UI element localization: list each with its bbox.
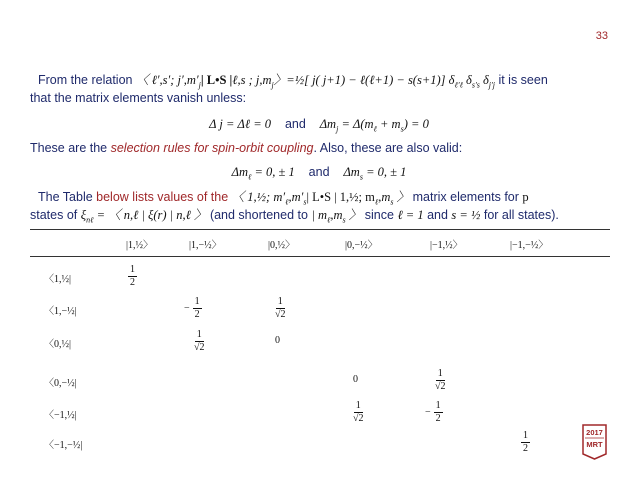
relation-ket: ℓ,s ; $j,m_j$ xyxy=(232,73,274,90)
relation-prefix: From the relation xyxy=(38,73,133,87)
table-cell-zero: 0 xyxy=(353,374,358,385)
table-column-header: |−1,−½〉 xyxy=(510,240,549,251)
table-row-label: 〈0,½| xyxy=(44,339,72,350)
rule1-left: Δ j = Δℓ = 0 xyxy=(209,117,272,131)
rule1-and: and xyxy=(284,117,306,131)
paragraph-selection: These are the selection rules for spin-orbit coupling. Also, these are also valid: xyxy=(30,141,463,155)
rule2-and: and xyxy=(308,165,330,179)
rule1-right: $\Delta m_j = \Delta(m_\ell + m_s) = 0$ xyxy=(319,117,429,134)
table-row-label: 〈1,½| xyxy=(44,274,72,285)
paragraph-table-intro: The Table below lists values of the 〈 1,½; $m'_\ell,m'_s|$ L•S | 1,½; $m_\ell,m_s$ 〉 matrix elements for p xyxy=(38,190,529,207)
table-row-label: 〈−1,½| xyxy=(44,410,77,421)
relation-suffix: it is seen xyxy=(498,73,548,87)
table-column-header: |1,−½〉 xyxy=(189,240,222,251)
table-column-header: |1,½〉 xyxy=(126,240,154,251)
paragraph-table-intro-line2: states of $\xi_{n\ell}$ = 〈 n,ℓ | ξ(r) | n,ℓ 〉 (and shortened to | $m_\ell,m_s$ 〉 since ℓ = 1 and s = ½ for all states). xyxy=(30,208,559,225)
table-cell-fraction: − $\frac{1}{2}$ xyxy=(184,296,200,320)
table-matrix-element: 〈 1,½; $m'_\ell,m'_s|$ L•S | 1,½; $m_\ell,m_s$ 〉 xyxy=(231,190,410,207)
table-cell-fraction: $\frac{1}{2}$ xyxy=(130,264,135,288)
table-cell-fraction: $\frac{1}{√2}$ xyxy=(275,296,286,320)
logo-text: MRT xyxy=(586,440,603,449)
mrt-logo xyxy=(582,424,607,460)
rule2-left: $\Delta m_\ell = 0$, ± 1 xyxy=(231,165,295,182)
logo-year: 2017 xyxy=(586,428,603,437)
table-link-text: below lists values of the xyxy=(96,190,229,204)
table-row-label: 〈−1,−½| xyxy=(44,440,83,451)
ls-operator: | L•S | xyxy=(200,73,233,87)
table-cell-fraction: $\frac{1}{2}$ xyxy=(523,430,528,454)
table-cell-fraction: $\frac{1}{√2}$ xyxy=(435,368,446,392)
selection-rule-1 xyxy=(0,116,638,138)
rule2-right: $\Delta m_s = 0$, ± 1 xyxy=(343,165,407,182)
xi-symbol: $\xi_{n\ell}$ = 〈 n,ℓ | ξ(r) | n,ℓ 〉 xyxy=(80,208,207,225)
table-row-label: 〈0,−½| xyxy=(44,378,77,389)
table-cell-fraction: $\frac{1}{√2}$ xyxy=(353,400,364,424)
table-cell-fraction: − $\frac{1}{2}$ xyxy=(425,400,441,424)
table-column-header: |−1,½〉 xyxy=(430,240,463,251)
paragraph-relation-line2: that the matrix elements vanish unless: xyxy=(30,91,247,105)
table-cell-fraction: $\frac{1}{√2}$ xyxy=(194,329,205,353)
table-column-header: |0,−½〉 xyxy=(345,240,378,251)
relation-bra: 〈 ℓ′,s′; $j',m'_j$ xyxy=(135,73,201,90)
table-column-header: |0,½〉 xyxy=(268,240,296,251)
table-header-rule xyxy=(30,256,610,257)
relation-rhs: 〉=½[ j( j+1) − ℓ(ℓ+1) − s(s+1)] $\delta_{\ell'\ell}$ $\delta_{s's}$ $\delta_{j'j}$ xyxy=(273,73,495,90)
table-row-label: 〈1,−½| xyxy=(44,306,77,317)
selection-rules-emphasis: selection rules for spin-orbit coupling xyxy=(110,141,314,155)
table-top-rule xyxy=(30,229,610,230)
selection-rule-2 xyxy=(0,164,638,186)
page-number: 33 xyxy=(595,30,608,42)
table-cell-zero: 0 xyxy=(275,335,280,346)
